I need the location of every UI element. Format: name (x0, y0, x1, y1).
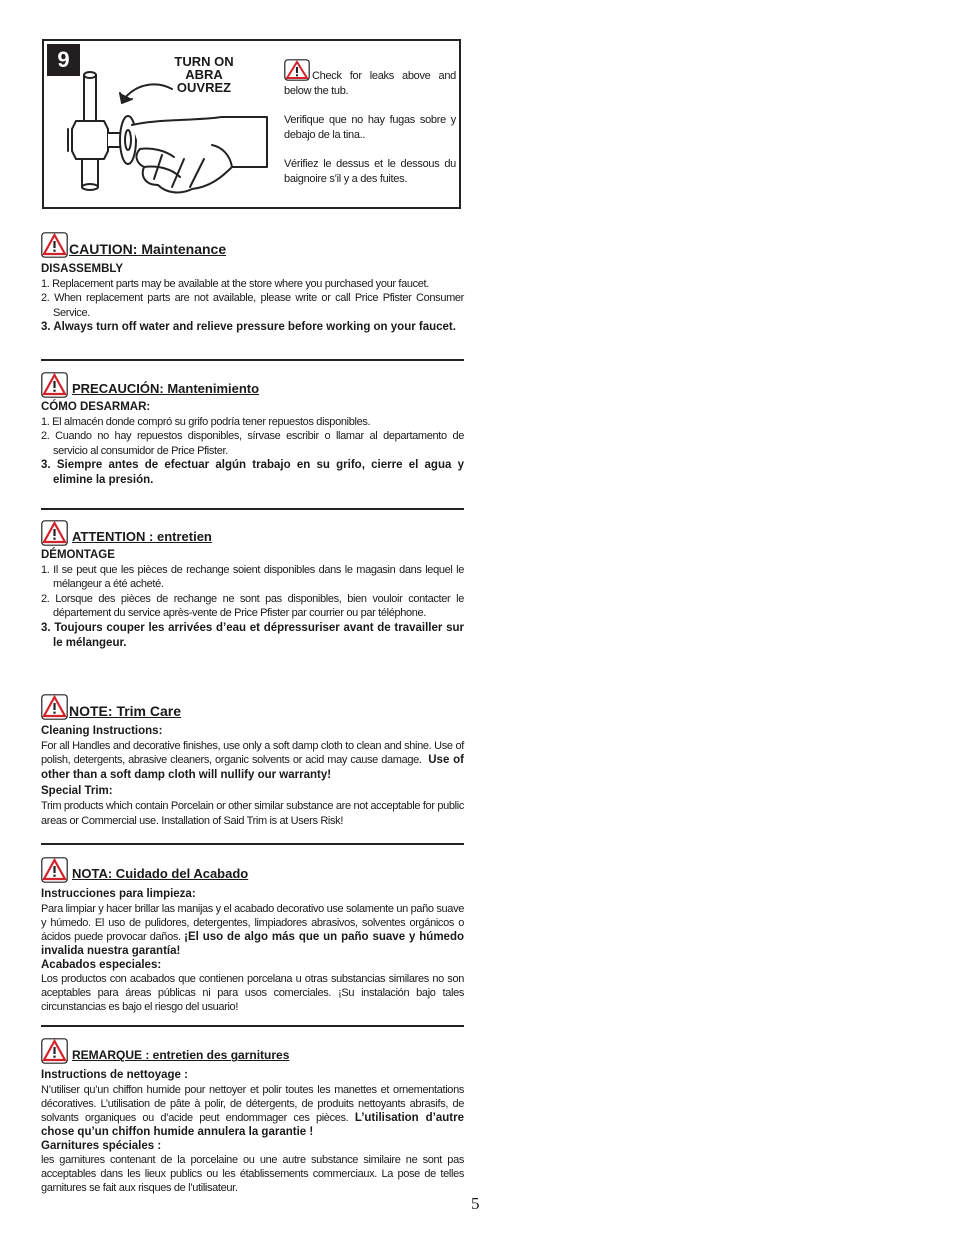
list-item: 2. When replacement parts are not available, please write or call Price Pfister Consumer Service. (41, 292, 464, 319)
turn-on-label: TURN ON ABRA OUVREZ (174, 54, 234, 95)
leak-check-text: Check for leaks above and below the tub. Verifique que no hay fugas sobre y debajo de la tina.. Vérifiez le dessus et le dessous du baignoire s’il y a des fuites. (284, 59, 456, 201)
warning-icon (41, 1038, 68, 1064)
garnitures-text: les garnitures contenant de la porcelaine ou une autre substance similaire ne sont pas acceptables dans les lieux publics ou les établissements commerciaux. La pose de telles garnitures se fait aux risques de l’utilisateur. (41, 1154, 464, 1195)
list-item: 2. Cuando no hay repuestos disponibles, sírvase escribir o llamar al departamento de servicio al consumidor de Price Pfister. (41, 430, 464, 457)
instrucciones-text: Para limpiar y hacer brillar las manijas y el acabado decorativo use solamente un paño suave y húmedo. El uso de pulidores, detergentes, limpiadores abrasivos, solventes orgánicos o ácidos puede provocar daños. ¡El uso de algo más que un paño suave y húmedo invalida nuestra garantía! (41, 902, 464, 957)
list-item: 1. Il se peut que les pièces de rechange soient disponibles dans le magasin dans lequel le mélangeur a été acheté. (41, 563, 464, 591)
warning-icon (41, 372, 68, 398)
leak-check-fr: Vérifiez le dessus et le dessous du baignoire s’il y a des fuites. (284, 158, 456, 185)
warning-icon (41, 520, 68, 546)
cleaning-text: For all Handles and decorative finishes, use only a soft damp cloth to clean and shine. Use of polish, detergents, abrasive cleaners, organic solvents or acid may cause damage. Use of other than a soft damp cloth will nullify our warranty! (41, 739, 464, 781)
list-item: 1. El almacén donde compró su grifo podría tener repuestos disponibles. (41, 415, 371, 428)
warning-icon (41, 694, 68, 720)
caution-maintenance-fr (41, 518, 464, 650)
list-item: 3. Always turn off water and relieve pressure before working on your faucet. (41, 321, 456, 334)
caution-list (41, 277, 464, 335)
caution-title: CAUTION: Maintenance (69, 241, 227, 258)
warning-icon (284, 59, 310, 81)
acabados-text: Los productos con acabados que contienen porcelana u otras substancias similares no son aceptables para áreas públicas ni para usos comerciales. ¡Su instalación bajo tales circunstancias es bajo el riesgo del usuario! (41, 973, 464, 1014)
cleaning-instructions-heading: Cleaning Instructions: (41, 725, 163, 737)
step-9-box (42, 39, 461, 209)
divider (41, 359, 464, 361)
warranty-warning: Use of other than a soft damp cloth will nullify our warranty! (41, 754, 464, 781)
leak-check-es: Verifique que no hay fugas sobre y debajo de la tina.. (284, 114, 456, 141)
list-item: 2. Lorsque des pièces de rechange ne sont pas disponibles, bien vouloir contacter le département du service après-vente de Price Pfister par courrier ou par téléphone. (41, 592, 464, 620)
acabados-heading: Acabados especiales: (41, 958, 162, 971)
nettoyage-text: N’utiliser qu’un chiffon humide pour nettoyer et polir toutes les manettes et ornementations décoratives. L’utilisation de pâte à polir, de détergents, de produits nettoyants abrasifs, de solvants organiques ou d’acide peut endommager ces pièces. L’utilisation d’autre chose qu’un chiffon humide annulera la garantie ! (41, 1083, 464, 1138)
attention-list (41, 563, 464, 651)
demontage-heading: DÉMONTAGE (41, 549, 115, 561)
nota-title: NOTA: Cuidado del Acabado (72, 866, 249, 882)
disassembly-heading: DISASSEMBLY (41, 263, 124, 275)
special-trim-text: Trim products which contain Porcelain or other similar substance are not acceptable for public areas or Commercial use. Installation of Said Trim is at Users Risk! (41, 799, 464, 827)
divider (41, 1025, 464, 1027)
garantia-warning: ¡El uso de algo más que un paño suave y húmedo invalida nuestra garantía! (41, 930, 464, 957)
garantie-warning: L’utilisation d’autre chose qu’un chiffon humide annulera la garantie ! (41, 1111, 464, 1138)
list-item: 3. Toujours couper les arrivées d’eau et dépressuriser avant de travailler sur le mélangeur. (41, 621, 464, 649)
note-trim-care-en (41, 692, 464, 828)
garnitures-heading: Garnitures spéciales : (41, 1139, 162, 1152)
faucet-hand-illustration (62, 59, 292, 199)
instrucciones-heading: Instrucciones para limpieza: (41, 888, 196, 900)
remarque-title: REMARQUE : entretien des garnitures (72, 1048, 290, 1063)
special-trim-heading: Special Trim: (41, 785, 113, 798)
precaucion-list (41, 415, 464, 488)
precaucion-title: PRECAUCIÓN: Mantenimiento (72, 381, 260, 397)
note-title: NOTE: Trim Care (69, 703, 182, 720)
list-item: 1. Replacement parts may be available at the store where you purchased your faucet. (41, 277, 429, 290)
page-number: 5 (471, 1194, 480, 1213)
note-trim-care-fr (41, 1036, 464, 1195)
caution-maintenance-es (41, 370, 464, 488)
step-number: 9 (47, 44, 80, 76)
caution-maintenance-en (41, 230, 464, 335)
divider (41, 843, 464, 845)
list-item: 3. Siempre antes de efectuar algún trabajo en su grifo, cierre el agua y elimine la presión. (41, 459, 464, 486)
warning-icon (41, 232, 68, 258)
attention-title: ATTENTION : entretien (72, 529, 212, 545)
divider (41, 508, 464, 510)
note-trim-care-es (41, 855, 464, 1014)
warning-icon (41, 857, 68, 883)
nettoyage-heading: Instructions de nettoyage : (41, 1069, 188, 1081)
como-desarmar-heading: CÓMO DESARMAR: (41, 401, 151, 413)
